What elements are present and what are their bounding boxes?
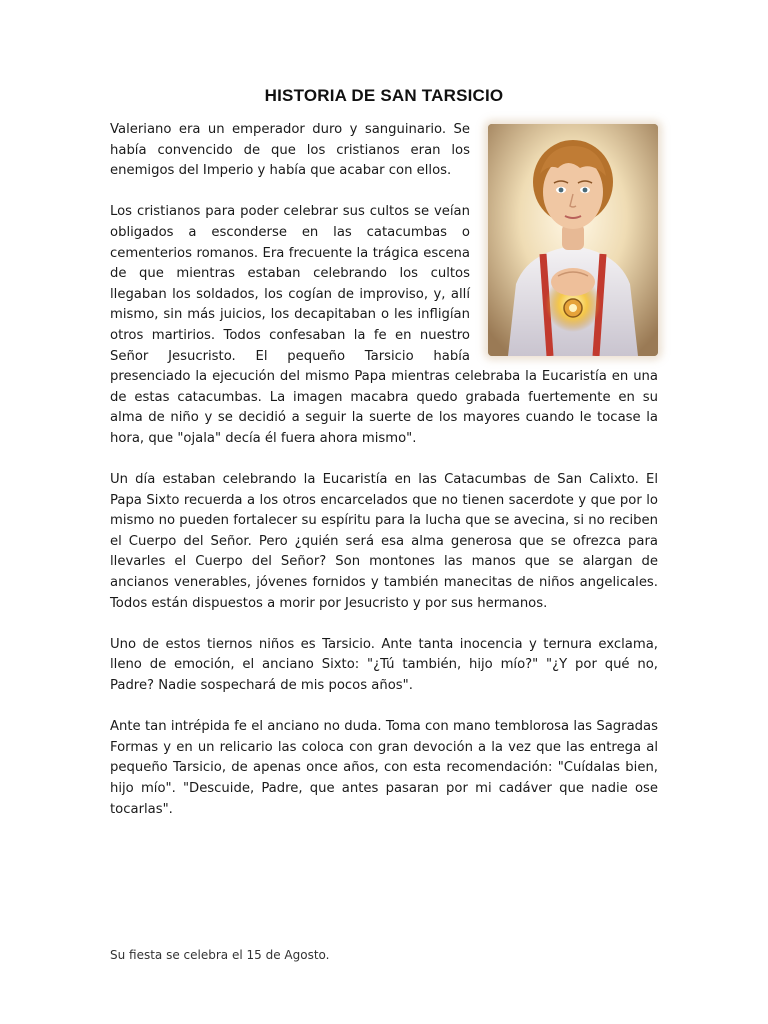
document-title: HISTORIA DE SAN TARSICIO [264,86,504,105]
paragraph-4: Uno de estos tiernos niños es Tarsicio. Ante tanta inocencia y ternura exclama, lleno de emoción, el anciano Sixto: "¿Tú también, hijo mío?" "¿Y por qué no, Padre? Nadie sospechará de mis pocos años". [110,636,658,694]
paragraph-1: Valeriano era un emperador duro y sanguinario. Se había convencido de que los cristianos eran los enemigos del Imperio y había que acabar con ellos. [110,122,470,179]
document-body [110,120,658,841]
paragraph-3: Un día estaban celebrando la Eucaristía en las Catacumbas de San Calixto. El Papa Sixto recuerda a los otros encarcelados que no tienen sacerdote y que por lo mismo no pueden fortalecer su espíritu para la lucha que se avecina, si no reciben el Cuerpo del Señor. Pero ¿quién será esa alma generosa que se ofrezca para llevarles el Cuerpo del Señor? Son montones las manos que se alargan de ancianos venerables, jóvenes fornidos y también manecitas de niños angelicales. Todos están dispuestos a morir por Jesucristo y por sus hermanos. [110,472,658,611]
feast-day-footer: Su fiesta se celebra el 15 de Agosto. [110,948,330,962]
saint-portrait-image [488,124,658,356]
portrait-illustration [488,124,658,356]
paragraph-2: Los cristianos para poder celebrar sus cultos se veían obligados a esconderse en las catacumbas o cementerios romanos. Era frecuente la trágica escena de que mientras estaban celebrando los cultos llegaban los soldados, los cogían de improviso, y, allí mismo, sin más juicios, los decapitaban o les infligían otros martirios. Todos confesaban la fe en nuestro Señor Jesucristo. El pequeño Tarsicio había presenciado la ejecución del mismo Papa mientras celebraba la Eucaristía en una de estas catacumbas. La imagen macabra quedo grabada fuertemente en su alma de niño y se decidió a seguir la suerte de los mayores cuando le tocase la hora, que "ojala" decía él fuera ahora mismo". [110,204,658,446]
paragraph-5: Ante tan intrépida fe el anciano no duda. Toma con mano temblorosa las Sagradas Formas y en un relicario las coloca con gran devoción a la vez que las entrega al pequeño Tarsicio, de apenas once años, con esta recomendación: "Cuídalas bien, hijo mío". "Descuide, Padre, que antes pasaran por mi cadáver que nadie ose tocarlas". [110,719,658,817]
